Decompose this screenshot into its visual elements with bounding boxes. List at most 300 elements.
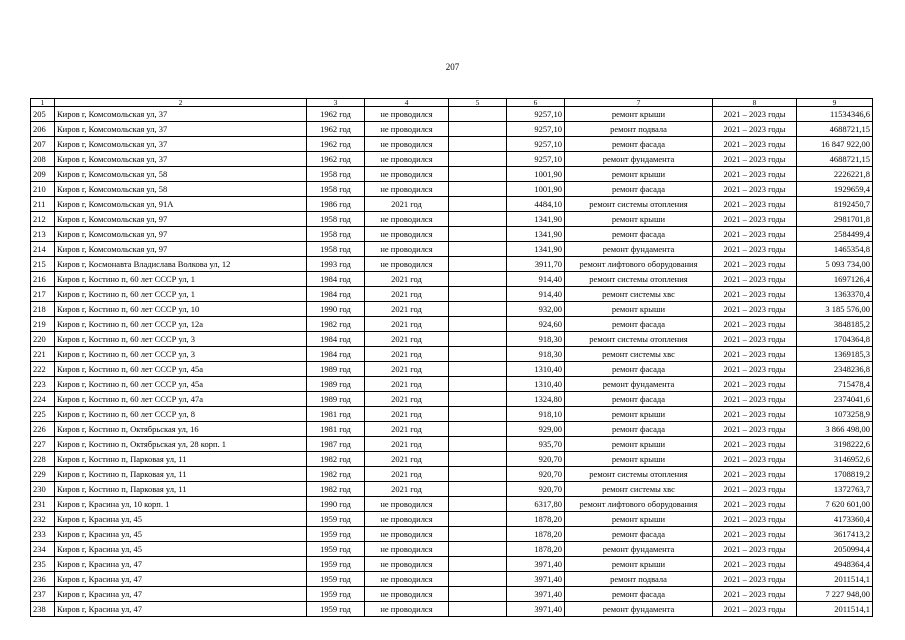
period-cell: 2021 – 2023 годы	[713, 257, 797, 272]
column-number-row	[31, 99, 873, 107]
work-type-cell: ремонт фасада	[565, 362, 713, 377]
last-overhaul-cell: не проводился	[365, 152, 449, 167]
work-type-cell: ремонт лифтового оборудования	[565, 497, 713, 512]
last-overhaul-cell: 2021 год	[365, 287, 449, 302]
last-overhaul-cell: не проводился	[365, 212, 449, 227]
cost-cell: 4173360,4	[797, 512, 873, 527]
area-cell: 918,10	[507, 407, 565, 422]
build-year-cell: 1959 год	[307, 572, 365, 587]
row-number-cell: 211	[31, 197, 55, 212]
empty-cell	[449, 527, 507, 542]
last-overhaul-cell: не проводился	[365, 137, 449, 152]
period-cell: 2021 – 2023 годы	[713, 362, 797, 377]
address-cell: Киров г, Красина ул, 47	[55, 602, 307, 617]
table-row	[31, 512, 873, 527]
address-cell: Киров г, Комсомольская ул, 97	[55, 242, 307, 257]
row-number-cell: 221	[31, 347, 55, 362]
empty-cell	[449, 512, 507, 527]
cost-cell: 3198222,6	[797, 437, 873, 452]
build-year-cell: 1982 год	[307, 467, 365, 482]
address-cell: Киров г, Комсомольская ул, 37	[55, 137, 307, 152]
cost-cell: 1369185,3	[797, 347, 873, 362]
address-cell: Киров г, Костино п, 60 лет СССР ул, 1	[55, 272, 307, 287]
last-overhaul-cell: 2021 год	[365, 452, 449, 467]
cost-cell: 1929659,4	[797, 182, 873, 197]
work-type-cell: ремонт фасада	[565, 227, 713, 242]
address-cell: Киров г, Красина ул, 47	[55, 587, 307, 602]
period-cell: 2021 – 2023 годы	[713, 272, 797, 287]
last-overhaul-cell: не проводился	[365, 587, 449, 602]
empty-cell	[449, 107, 507, 122]
page-number: 207	[445, 62, 460, 72]
work-type-cell: ремонт фундамента	[565, 542, 713, 557]
row-number-cell: 237	[31, 587, 55, 602]
work-type-cell: ремонт фундамента	[565, 152, 713, 167]
work-type-cell: ремонт подвала	[565, 122, 713, 137]
column-header: 1	[31, 99, 55, 107]
row-number-cell: 238	[31, 602, 55, 617]
work-type-cell: ремонт крыши	[565, 512, 713, 527]
work-type-cell: ремонт лифтового оборудования	[565, 257, 713, 272]
work-type-cell: ремонт фундамента	[565, 242, 713, 257]
work-type-cell: ремонт крыши	[565, 452, 713, 467]
work-type-cell: ремонт крыши	[565, 167, 713, 182]
last-overhaul-cell: 2021 год	[365, 332, 449, 347]
table-row	[31, 272, 873, 287]
empty-cell	[449, 392, 507, 407]
build-year-cell: 1984 год	[307, 287, 365, 302]
work-type-cell: ремонт фасада	[565, 527, 713, 542]
build-year-cell: 1984 год	[307, 347, 365, 362]
last-overhaul-cell: не проводился	[365, 257, 449, 272]
period-cell: 2021 – 2023 годы	[713, 332, 797, 347]
row-number-cell: 210	[31, 182, 55, 197]
work-type-cell: ремонт подвала	[565, 572, 713, 587]
build-year-cell: 1958 год	[307, 182, 365, 197]
address-cell: Киров г, Красина ул, 45	[55, 527, 307, 542]
area-cell: 920,70	[507, 452, 565, 467]
period-cell: 2021 – 2023 годы	[713, 467, 797, 482]
last-overhaul-cell: 2021 год	[365, 392, 449, 407]
row-number-cell: 226	[31, 422, 55, 437]
period-cell: 2021 – 2023 годы	[713, 497, 797, 512]
address-cell: Киров г, Комсомольская ул, 91А	[55, 197, 307, 212]
period-cell: 2021 – 2023 годы	[713, 317, 797, 332]
build-year-cell: 1959 год	[307, 527, 365, 542]
row-number-cell: 220	[31, 332, 55, 347]
period-cell: 2021 – 2023 годы	[713, 122, 797, 137]
empty-cell	[449, 452, 507, 467]
work-type-cell: ремонт фасада	[565, 392, 713, 407]
column-header: 3	[307, 99, 365, 107]
empty-cell	[449, 212, 507, 227]
last-overhaul-cell: 2021 год	[365, 377, 449, 392]
period-cell: 2021 – 2023 годы	[713, 407, 797, 422]
last-overhaul-cell: не проводился	[365, 497, 449, 512]
period-cell: 2021 – 2023 годы	[713, 152, 797, 167]
area-cell: 9257,10	[507, 152, 565, 167]
empty-cell	[449, 152, 507, 167]
period-cell: 2021 – 2023 годы	[713, 212, 797, 227]
address-cell: Киров г, Костино п, 60 лет СССР ул, 45а	[55, 377, 307, 392]
cost-cell: 3617413,2	[797, 527, 873, 542]
period-cell: 2021 – 2023 годы	[713, 437, 797, 452]
period-cell: 2021 – 2023 годы	[713, 512, 797, 527]
build-year-cell: 1982 год	[307, 482, 365, 497]
table-row	[31, 452, 873, 467]
area-cell: 1878,20	[507, 512, 565, 527]
empty-cell	[449, 257, 507, 272]
build-year-cell: 1981 год	[307, 422, 365, 437]
address-cell: Киров г, Комсомольская ул, 37	[55, 122, 307, 137]
area-cell: 1310,40	[507, 362, 565, 377]
table-row	[31, 182, 873, 197]
last-overhaul-cell: 2021 год	[365, 407, 449, 422]
period-cell: 2021 – 2023 годы	[713, 527, 797, 542]
table-row	[31, 137, 873, 152]
address-cell: Киров г, Костино п, 60 лет СССР ул, 47а	[55, 392, 307, 407]
build-year-cell: 1984 год	[307, 332, 365, 347]
address-cell: Киров г, Костино п, 60 лет СССР ул, 45а	[55, 362, 307, 377]
row-number-cell: 219	[31, 317, 55, 332]
table-row	[31, 422, 873, 437]
row-number-cell: 205	[31, 107, 55, 122]
address-cell: Киров г, Красина ул, 47	[55, 572, 307, 587]
work-type-cell: ремонт фасада	[565, 182, 713, 197]
work-type-cell: ремонт системы хвс	[565, 347, 713, 362]
column-header: 8	[713, 99, 797, 107]
build-year-cell: 1958 год	[307, 212, 365, 227]
address-cell: Киров г, Костино п, Октябрьская ул, 28 корп. 1	[55, 437, 307, 452]
row-number-cell: 234	[31, 542, 55, 557]
row-number-cell: 225	[31, 407, 55, 422]
area-cell: 920,70	[507, 467, 565, 482]
build-year-cell: 1959 год	[307, 542, 365, 557]
area-cell: 1001,90	[507, 167, 565, 182]
area-cell: 9257,10	[507, 107, 565, 122]
row-number-cell: 227	[31, 437, 55, 452]
period-cell: 2021 – 2023 годы	[713, 602, 797, 617]
empty-cell	[449, 482, 507, 497]
table-row	[31, 122, 873, 137]
area-cell: 929,00	[507, 422, 565, 437]
table-row	[31, 257, 873, 272]
row-number-cell: 232	[31, 512, 55, 527]
table-row	[31, 317, 873, 332]
cost-cell: 2011514,1	[797, 602, 873, 617]
empty-cell	[449, 317, 507, 332]
empty-cell	[449, 602, 507, 617]
empty-cell	[449, 287, 507, 302]
area-cell: 3971,40	[507, 602, 565, 617]
build-year-cell: 1981 год	[307, 407, 365, 422]
row-number-cell: 207	[31, 137, 55, 152]
period-cell: 2021 – 2023 годы	[713, 197, 797, 212]
cost-cell: 1363370,4	[797, 287, 873, 302]
last-overhaul-cell: не проводился	[365, 227, 449, 242]
period-cell: 2021 – 2023 годы	[713, 287, 797, 302]
area-cell: 9257,10	[507, 122, 565, 137]
row-number-cell: 236	[31, 572, 55, 587]
cost-cell: 1697126,4	[797, 272, 873, 287]
area-cell: 1878,20	[507, 527, 565, 542]
build-year-cell: 1982 год	[307, 317, 365, 332]
build-year-cell: 1962 год	[307, 107, 365, 122]
address-cell: Киров г, Костино п, 60 лет СССР ул, 8	[55, 407, 307, 422]
row-number-cell: 206	[31, 122, 55, 137]
work-type-cell: ремонт крыши	[565, 212, 713, 227]
last-overhaul-cell: 2021 год	[365, 302, 449, 317]
area-cell: 918,30	[507, 347, 565, 362]
period-cell: 2021 – 2023 годы	[713, 587, 797, 602]
table-row	[31, 212, 873, 227]
build-year-cell: 1982 год	[307, 452, 365, 467]
area-cell: 1341,90	[507, 212, 565, 227]
area-cell: 924,60	[507, 317, 565, 332]
empty-cell	[449, 272, 507, 287]
row-number-cell: 215	[31, 257, 55, 272]
empty-cell	[449, 227, 507, 242]
area-cell: 1341,90	[507, 227, 565, 242]
period-cell: 2021 – 2023 годы	[713, 542, 797, 557]
address-cell: Киров г, Комсомольская ул, 97	[55, 227, 307, 242]
table-row	[31, 287, 873, 302]
empty-cell	[449, 422, 507, 437]
row-number-cell: 208	[31, 152, 55, 167]
address-cell: Киров г, Костино п, Парковая ул, 11	[55, 467, 307, 482]
table-row	[31, 332, 873, 347]
area-cell: 3971,40	[507, 572, 565, 587]
build-year-cell: 1989 год	[307, 362, 365, 377]
period-cell: 2021 – 2023 годы	[713, 557, 797, 572]
build-year-cell: 1990 год	[307, 497, 365, 512]
work-type-cell: ремонт фасада	[565, 587, 713, 602]
table-row	[31, 542, 873, 557]
cost-cell: 1073258,9	[797, 407, 873, 422]
empty-cell	[449, 347, 507, 362]
address-cell: Киров г, Костино п, 60 лет СССР ул, 12а	[55, 317, 307, 332]
period-cell: 2021 – 2023 годы	[713, 482, 797, 497]
area-cell: 3971,40	[507, 557, 565, 572]
cost-cell: 3 866 498,00	[797, 422, 873, 437]
table-row	[31, 377, 873, 392]
cost-cell: 2011514,1	[797, 572, 873, 587]
last-overhaul-cell: не проводился	[365, 167, 449, 182]
row-number-cell: 218	[31, 302, 55, 317]
cost-cell: 4948364,4	[797, 557, 873, 572]
empty-cell	[449, 407, 507, 422]
build-year-cell: 1958 год	[307, 242, 365, 257]
period-cell: 2021 – 2023 годы	[713, 452, 797, 467]
address-cell: Киров г, Комсомольская ул, 58	[55, 182, 307, 197]
cost-cell: 3 185 576,00	[797, 302, 873, 317]
cost-cell: 2050994,4	[797, 542, 873, 557]
period-cell: 2021 – 2023 годы	[713, 377, 797, 392]
table-row	[31, 107, 873, 122]
address-cell: Киров г, Комсомольская ул, 37	[55, 107, 307, 122]
table-row	[31, 602, 873, 617]
cost-cell: 2374041,6	[797, 392, 873, 407]
build-year-cell: 1993 год	[307, 257, 365, 272]
period-cell: 2021 – 2023 годы	[713, 167, 797, 182]
last-overhaul-cell: не проводился	[365, 242, 449, 257]
empty-cell	[449, 437, 507, 452]
area-cell: 1341,90	[507, 242, 565, 257]
row-number-cell: 235	[31, 557, 55, 572]
table-row	[31, 437, 873, 452]
empty-cell	[449, 197, 507, 212]
area-cell: 918,30	[507, 332, 565, 347]
work-type-cell: ремонт системы отопления	[565, 272, 713, 287]
last-overhaul-cell: не проводился	[365, 542, 449, 557]
cost-cell: 5 093 734,00	[797, 257, 873, 272]
last-overhaul-cell: не проводился	[365, 107, 449, 122]
row-number-cell: 231	[31, 497, 55, 512]
period-cell: 2021 – 2023 годы	[713, 347, 797, 362]
last-overhaul-cell: 2021 год	[365, 467, 449, 482]
cost-cell: 4688721,15	[797, 122, 873, 137]
period-cell: 2021 – 2023 годы	[713, 302, 797, 317]
last-overhaul-cell: 2021 год	[365, 482, 449, 497]
area-cell: 4484,10	[507, 197, 565, 212]
work-type-cell: ремонт крыши	[565, 407, 713, 422]
cost-cell: 1708819,2	[797, 467, 873, 482]
row-number-cell: 223	[31, 377, 55, 392]
area-cell: 3911,70	[507, 257, 565, 272]
build-year-cell: 1962 год	[307, 152, 365, 167]
period-cell: 2021 – 2023 годы	[713, 392, 797, 407]
area-cell: 1324,80	[507, 392, 565, 407]
work-type-cell: ремонт системы отопления	[565, 467, 713, 482]
last-overhaul-cell: 2021 год	[365, 362, 449, 377]
column-header: 2	[55, 99, 307, 107]
address-cell: Киров г, Костино п, 60 лет СССР ул, 1	[55, 287, 307, 302]
empty-cell	[449, 362, 507, 377]
work-type-cell: ремонт фасада	[565, 422, 713, 437]
row-number-cell: 230	[31, 482, 55, 497]
column-header: 4	[365, 99, 449, 107]
last-overhaul-cell: не проводился	[365, 602, 449, 617]
area-cell: 914,40	[507, 287, 565, 302]
table-body	[31, 107, 873, 617]
work-type-cell: ремонт системы хвс	[565, 287, 713, 302]
work-type-cell: ремонт системы отопления	[565, 197, 713, 212]
row-number-cell: 233	[31, 527, 55, 542]
area-cell: 1310,40	[507, 377, 565, 392]
column-header: 5	[449, 99, 507, 107]
cost-cell: 1465354,8	[797, 242, 873, 257]
cost-cell: 3146952,6	[797, 452, 873, 467]
last-overhaul-cell: 2021 год	[365, 317, 449, 332]
table-row	[31, 482, 873, 497]
work-type-cell: ремонт фундамента	[565, 377, 713, 392]
table-row	[31, 242, 873, 257]
area-cell: 1001,90	[507, 182, 565, 197]
build-year-cell: 1989 год	[307, 377, 365, 392]
period-cell: 2021 – 2023 годы	[713, 107, 797, 122]
table-row	[31, 572, 873, 587]
build-year-cell: 1986 год	[307, 197, 365, 212]
row-number-cell: 214	[31, 242, 55, 257]
period-cell: 2021 – 2023 годы	[713, 242, 797, 257]
cost-cell: 715478,4	[797, 377, 873, 392]
row-number-cell: 212	[31, 212, 55, 227]
row-number-cell: 216	[31, 272, 55, 287]
work-type-cell: ремонт фундамента	[565, 602, 713, 617]
table-row	[31, 362, 873, 377]
empty-cell	[449, 122, 507, 137]
row-number-cell: 213	[31, 227, 55, 242]
area-cell: 6317,80	[507, 497, 565, 512]
empty-cell	[449, 137, 507, 152]
cost-cell: 2981701,8	[797, 212, 873, 227]
area-cell: 935,70	[507, 437, 565, 452]
build-year-cell: 1958 год	[307, 167, 365, 182]
period-cell: 2021 – 2023 годы	[713, 572, 797, 587]
period-cell: 2021 – 2023 годы	[713, 137, 797, 152]
work-type-cell: ремонт системы отопления	[565, 332, 713, 347]
column-header: 9	[797, 99, 873, 107]
build-year-cell: 1959 год	[307, 602, 365, 617]
build-year-cell: 1987 год	[307, 437, 365, 452]
cost-cell: 1704364,8	[797, 332, 873, 347]
cost-cell: 7 227 948,00	[797, 587, 873, 602]
address-cell: Киров г, Космонавта Владислава Волкова ул, 12	[55, 257, 307, 272]
table-row	[31, 197, 873, 212]
last-overhaul-cell: 2021 год	[365, 437, 449, 452]
build-year-cell: 1958 год	[307, 227, 365, 242]
address-cell: Киров г, Красина ул, 47	[55, 557, 307, 572]
address-cell: Киров г, Костино п, Парковая ул, 11	[55, 452, 307, 467]
period-cell: 2021 – 2023 годы	[713, 227, 797, 242]
cost-cell: 4688721,15	[797, 152, 873, 167]
area-cell: 9257,10	[507, 137, 565, 152]
empty-cell	[449, 302, 507, 317]
empty-cell	[449, 182, 507, 197]
last-overhaul-cell: не проводился	[365, 572, 449, 587]
build-year-cell: 1959 год	[307, 557, 365, 572]
table-row	[31, 467, 873, 482]
cost-cell: 3848185,2	[797, 317, 873, 332]
cost-cell: 16 847 922,00	[797, 137, 873, 152]
empty-cell	[449, 572, 507, 587]
last-overhaul-cell: не проводился	[365, 527, 449, 542]
row-number-cell: 228	[31, 452, 55, 467]
cost-cell: 8192450,7	[797, 197, 873, 212]
address-cell: Киров г, Комсомольская ул, 97	[55, 212, 307, 227]
address-cell: Киров г, Костино п, Парковая ул, 11	[55, 482, 307, 497]
last-overhaul-cell: не проводился	[365, 122, 449, 137]
cost-cell: 1372763,7	[797, 482, 873, 497]
work-type-cell: ремонт крыши	[565, 302, 713, 317]
area-cell: 920,70	[507, 482, 565, 497]
table-row	[31, 587, 873, 602]
row-number-cell: 222	[31, 362, 55, 377]
build-year-cell: 1959 год	[307, 512, 365, 527]
empty-cell	[449, 377, 507, 392]
area-cell: 932,00	[507, 302, 565, 317]
work-type-cell: ремонт фасада	[565, 137, 713, 152]
work-type-cell: ремонт крыши	[565, 557, 713, 572]
table-row	[31, 227, 873, 242]
cost-cell: 2584499,4	[797, 227, 873, 242]
empty-cell	[449, 587, 507, 602]
work-type-cell: ремонт крыши	[565, 437, 713, 452]
build-year-cell: 1962 год	[307, 122, 365, 137]
area-cell: 3971,40	[507, 587, 565, 602]
table-row	[31, 497, 873, 512]
address-cell: Киров г, Костино п, 60 лет СССР ул, 10	[55, 302, 307, 317]
